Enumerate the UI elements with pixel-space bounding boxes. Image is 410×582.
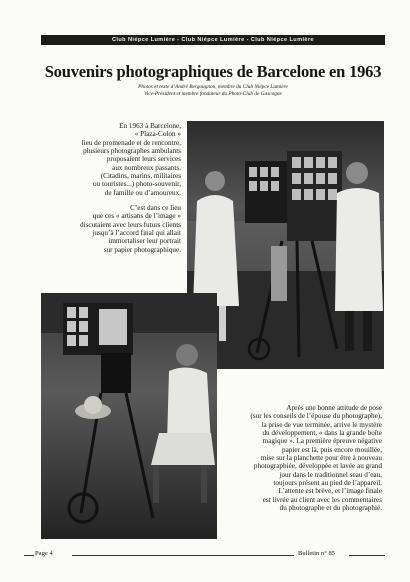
text-line: C’est dans ce lieu — [130, 204, 181, 213]
text-line: discutaient avec leurs futurs clients — [80, 220, 181, 229]
text-line: Après une bonne attitude de pose — [286, 404, 382, 412]
bulletin-number: Bulletin n° 85 — [298, 550, 336, 557]
text-line: « Plaza-Colon » — [134, 130, 181, 139]
text-line: En 1963 à Barcelone, — [119, 122, 181, 130]
text-line: proposaient leurs services — [106, 155, 181, 164]
text-line: mise sur la planchette pour être à nouveau — [260, 454, 382, 463]
footer-rule-right — [349, 555, 385, 556]
closing-text — [224, 404, 382, 512]
text-line: la prise de vue terminée, arrive le mystère — [261, 420, 382, 429]
article-title: Souvenirs photographiques de Barcelone en 1963 — [44, 62, 382, 81]
text-line: lieu de promenade et de rencontre, — [81, 138, 181, 147]
text-line: ou touristes...) photo-souvenir, — [93, 180, 181, 189]
text-line: magique ». La première épreuve négative — [262, 437, 382, 446]
text-line: (sur les conseils de l’épouse du photographe), — [250, 412, 382, 421]
text-line: immortaliser leur portrait — [108, 237, 181, 246]
text-line: (Citadins, marins, militaires — [100, 172, 181, 181]
text-line: sur papier photographique. — [103, 245, 181, 254]
text-line: toujours présent au pied de l’appareil. — [273, 479, 382, 488]
text-line: jour dans le traditionnel seau d’eau, — [279, 470, 382, 479]
text-line: du photographe et du photographié. — [279, 504, 382, 513]
credit-line: Photos et texte d’André Bergougnon, membre du Club Niépce Lumière — [138, 84, 288, 90]
text-line: aux nombreux passants. — [112, 163, 181, 172]
text-line: que ces « artisans de l’image » — [92, 212, 181, 221]
intro-text — [41, 122, 181, 254]
footer-rule-middle — [72, 555, 294, 556]
text-line: du développement, « dans la grande boîte — [262, 429, 382, 438]
text-line: photographiée, développée et lavée au grand — [253, 462, 382, 471]
text-line: plusieurs photographes ambulants — [83, 147, 181, 156]
text-line: papier est là, puis encore mouillée, — [282, 445, 382, 454]
text-line: L’attente est brève, et l’image finale — [278, 487, 382, 496]
page-number: Page 4 — [35, 550, 53, 557]
footer-rule-left — [24, 555, 34, 556]
text-line: de famille ou d’amoureux. — [104, 188, 181, 197]
club-banner: Club Niépce Lumière - Club Niépce Lumière - Club Niépce Lumière — [41, 35, 385, 45]
credit-line: Vice-Président et membre fondateur du Photo-Club de Gascogne — [144, 90, 282, 97]
article-credits — [41, 84, 385, 97]
text-line: est livrée au client avec les commentaires — [262, 495, 382, 504]
text-line: jusqu’à l’accord final qui allait — [92, 229, 181, 238]
photo-camera-and-seated-woman — [41, 293, 217, 539]
